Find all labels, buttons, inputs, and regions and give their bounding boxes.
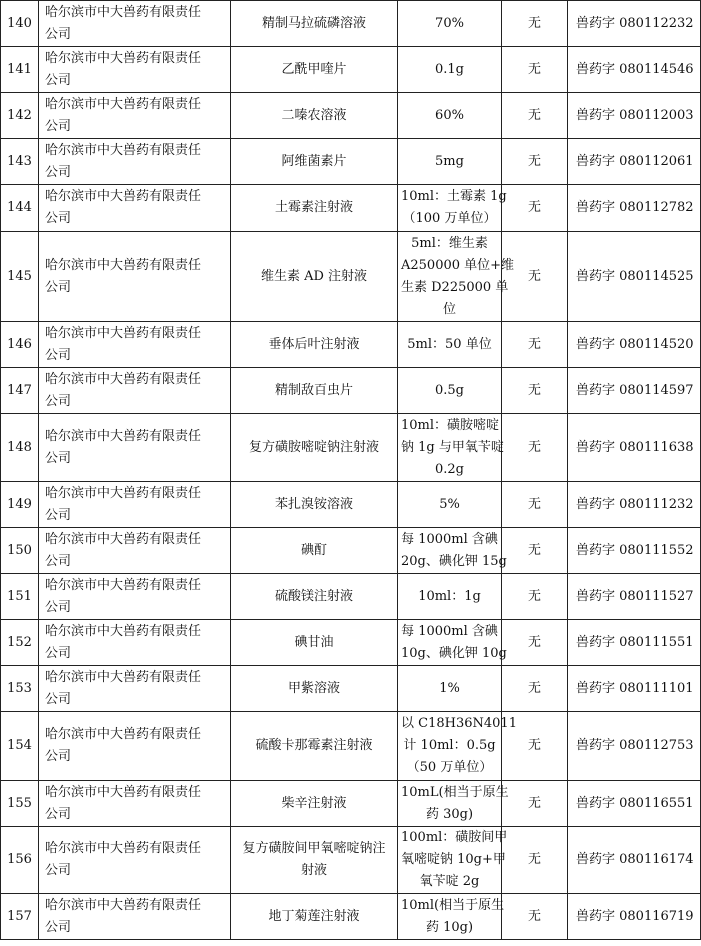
- approval-number: 兽药字 080116174: [568, 827, 701, 894]
- company-name-line: 公司: [45, 118, 72, 134]
- approval-number: 兽药字 080111527: [568, 574, 701, 620]
- drug-spec-line: 氧苄啶 2g: [419, 874, 480, 889]
- drug-name: [231, 414, 398, 482]
- company-name: [39, 1, 231, 47]
- drug-spec-line: 1%: [439, 680, 460, 696]
- drug-name-line: 复方磺胺间甲氧嘧啶钠注: [242, 841, 386, 856]
- table-row: [1, 712, 701, 781]
- drug-name: [231, 781, 398, 827]
- table-row: [1, 894, 701, 940]
- drug-spec-line: 药 10g): [425, 919, 474, 935]
- row-number: 155: [1, 781, 39, 827]
- drug-spec-line: 每 1000ml 含碘: [401, 623, 498, 639]
- company-name-line: 哈尔滨市中大兽药有限责任: [45, 325, 202, 341]
- company-name: [39, 368, 231, 414]
- drug-spec-line: 60%: [435, 107, 464, 123]
- drug-spec: [398, 414, 502, 482]
- drug-name: [231, 482, 398, 528]
- drug-spec-line: 钠 1g 与甲氧苄啶: [401, 439, 504, 455]
- approval-number: 兽药字 080112232: [568, 1, 701, 47]
- drug-spec-line: 0.2g: [435, 461, 464, 477]
- approval-number: 兽药字 080111232: [568, 482, 701, 528]
- table-row: [1, 666, 701, 712]
- drug-name-line: 精制马拉硫磷溶液: [261, 15, 366, 31]
- company-name-line: 哈尔滨市中大兽药有限责任: [45, 577, 202, 593]
- other-value: 无: [502, 322, 568, 368]
- company-name-line: 哈尔滨市中大兽药有限责任: [45, 257, 202, 273]
- approval-number: 兽药字 080114546: [568, 47, 701, 93]
- drug-spec-line: 100ml：磺胺间甲: [401, 830, 508, 845]
- drug-spec: [398, 1, 502, 47]
- drug-spec-line: 氧嘧啶钠 10g+甲: [401, 852, 506, 867]
- drug-spec-line: 以 C18H36N4011: [401, 716, 517, 731]
- company-name-line: 哈尔滨市中大兽药有限责任: [45, 669, 202, 685]
- drug-spec-line: 生素 D225000 单: [401, 279, 509, 295]
- company-name-line: 哈尔滨市中大兽药有限责任: [45, 142, 202, 158]
- drug-spec-line: （100 万单位）: [402, 211, 497, 226]
- row-number: 150: [1, 528, 39, 574]
- table-row: [1, 47, 701, 93]
- company-name: [39, 574, 231, 620]
- approval-number: 兽药字 080112782: [568, 185, 701, 232]
- table-row: [1, 827, 701, 894]
- row-number: 141: [1, 47, 39, 93]
- approval-number: 兽药字 080114520: [568, 322, 701, 368]
- row-number: 148: [1, 414, 39, 482]
- drug-name: [231, 712, 398, 781]
- row-number: 157: [1, 894, 39, 940]
- company-name-line: 哈尔滨市中大兽药有限责任: [45, 897, 202, 913]
- drug-spec: [398, 712, 517, 781]
- row-number: 156: [1, 827, 39, 894]
- company-name-line: 公司: [45, 72, 72, 88]
- drug-spec-line: 5ml：维生素: [411, 235, 488, 251]
- drug-spec: [398, 894, 505, 940]
- approval-number: 兽药字 080114597: [568, 368, 701, 414]
- approval-number: 兽药字 080112061: [568, 139, 701, 185]
- company-name-line: 哈尔滨市中大兽药有限责任: [45, 50, 202, 66]
- approval-number: 兽药字 080112753: [568, 712, 701, 781]
- drug-name-line: 土霉素注射液: [274, 200, 353, 215]
- row-number: 151: [1, 574, 39, 620]
- company-name: [39, 827, 231, 894]
- company-name-line: 公司: [45, 863, 72, 878]
- drug-name-line: 地丁菊莲注射液: [268, 908, 360, 924]
- drug-spec: [398, 827, 508, 894]
- other-value: 无: [502, 574, 568, 620]
- drug-spec: [398, 93, 502, 139]
- drug-name-line: 二嗪农溶液: [281, 107, 347, 123]
- drug-name-line: 甲紫溶液: [287, 680, 340, 696]
- company-name-line: 公司: [45, 393, 72, 409]
- company-name-line: 哈尔滨市中大兽药有限责任: [45, 428, 202, 444]
- drug-name-line: 苯扎溴铵溶液: [274, 496, 353, 512]
- other-value: 无: [502, 47, 568, 93]
- drug-spec: [398, 528, 507, 574]
- company-name-line: 哈尔滨市中大兽药有限责任: [45, 485, 202, 501]
- drug-spec-line: 计 10ml：0.5g: [403, 738, 496, 753]
- row-number: 149: [1, 482, 39, 528]
- company-name: [39, 620, 231, 666]
- other-value: 无: [502, 827, 568, 894]
- row-number: 142: [1, 93, 39, 139]
- table-row: [1, 139, 701, 185]
- drug-name: [231, 1, 398, 47]
- company-name-line: 公司: [45, 347, 72, 363]
- drug-name-line: 阿维菌素片: [281, 153, 347, 169]
- drug-name: [231, 894, 398, 940]
- company-name-line: 公司: [45, 553, 72, 569]
- approval-number: 兽药字 080112003: [568, 93, 701, 139]
- drug-spec-line: 5%: [439, 496, 460, 512]
- approval-number: 兽药字 080111101: [568, 666, 701, 712]
- drug-name: [231, 827, 398, 894]
- drug-name-line: 复方磺胺嘧啶钠注射液: [248, 439, 379, 455]
- other-value: 无: [502, 1, 568, 47]
- drug-spec: [398, 47, 502, 93]
- company-name: [39, 322, 231, 368]
- drug-name: [231, 528, 398, 574]
- drug-spec-line: 5ml：50 单位: [407, 336, 492, 352]
- row-number: 146: [1, 322, 39, 368]
- drug-name-line: 乙酰甲喹片: [281, 61, 347, 77]
- company-name-line: 哈尔滨市中大兽药有限责任: [45, 841, 202, 856]
- drug-spec-line: 70%: [435, 15, 464, 31]
- drug-name: [231, 666, 398, 712]
- drug-spec: [398, 620, 507, 666]
- drug-spec-line: 10ml：土霉素 1g: [401, 189, 507, 204]
- company-name-line: 公司: [45, 806, 72, 822]
- table-row: [1, 620, 701, 666]
- other-value: 无: [502, 781, 568, 827]
- company-name-line: 哈尔滨市中大兽药有限责任: [45, 727, 202, 742]
- drug-name: [231, 368, 398, 414]
- drug-name-line: 垂体后叶注射液: [268, 336, 360, 352]
- company-name: [39, 712, 231, 781]
- table-row: [1, 574, 701, 620]
- company-name: [39, 894, 231, 940]
- drug-name: [231, 232, 398, 322]
- table-row: [1, 322, 701, 368]
- company-name-line: 哈尔滨市中大兽药有限责任: [45, 784, 202, 800]
- drug-spec-line: 10ml(相当于原生: [401, 897, 505, 913]
- row-number: 147: [1, 368, 39, 414]
- company-name-line: 公司: [45, 507, 72, 523]
- company-name-line: 哈尔滨市中大兽药有限责任: [45, 4, 202, 20]
- drug-spec: [398, 232, 515, 322]
- company-name: [39, 185, 231, 232]
- drug-spec: [398, 368, 502, 414]
- drug-spec-line: 10ml：1g: [418, 588, 481, 604]
- drug-spec: [398, 322, 502, 368]
- other-value: 无: [502, 620, 568, 666]
- row-number: 152: [1, 620, 39, 666]
- approval-number: 兽药字 080111638: [568, 414, 701, 482]
- drug-name-line: 碘甘油: [294, 634, 334, 650]
- table-row: [1, 232, 701, 322]
- company-name-line: 公司: [45, 599, 72, 615]
- other-value: 无: [502, 368, 568, 414]
- drug-name: [231, 620, 398, 666]
- company-name-line: 公司: [45, 211, 72, 226]
- company-name: [39, 482, 231, 528]
- drug-spec-line: 10mL(相当于原生: [401, 784, 509, 800]
- company-name-line: 公司: [45, 749, 72, 764]
- company-name: [39, 528, 231, 574]
- row-number: 144: [1, 185, 39, 232]
- company-name: [39, 139, 231, 185]
- drug-spec-line: 位: [442, 301, 456, 317]
- drug-spec-line: 20g、碘化钾 15g: [401, 553, 507, 569]
- company-name: [39, 232, 231, 322]
- drug-name: [231, 47, 398, 93]
- company-name-line: 公司: [45, 691, 72, 707]
- approval-number: 兽药字 080111551: [568, 620, 701, 666]
- company-name-line: 公司: [45, 164, 72, 180]
- other-value: 无: [502, 185, 568, 232]
- other-value: 无: [502, 482, 568, 528]
- drug-name: [231, 185, 398, 232]
- approval-number: 兽药字 080114525: [568, 232, 701, 322]
- row-number: 140: [1, 1, 39, 47]
- company-name-line: 哈尔滨市中大兽药有限责任: [45, 531, 202, 547]
- drug-name-line: 碘酊: [300, 542, 327, 558]
- drug-name-line: 硫酸卡那霉素注射液: [255, 738, 373, 753]
- row-number: 143: [1, 139, 39, 185]
- company-name: [39, 781, 231, 827]
- company-name-line: 哈尔滨市中大兽药有限责任: [45, 623, 202, 639]
- drug-spec-line: 10ml：磺胺嘧啶: [401, 417, 500, 433]
- drug-spec-line: 10g、碘化钾 10g: [401, 645, 507, 661]
- table-row: [1, 528, 701, 574]
- other-value: 无: [502, 528, 568, 574]
- table-row: [1, 781, 701, 827]
- table-row: [1, 414, 701, 482]
- company-name-line: 哈尔滨市中大兽药有限责任: [45, 371, 202, 387]
- other-value: 无: [502, 894, 568, 940]
- drug-spec-line: 5mg: [435, 153, 464, 169]
- drug-name-line: 柴辛注射液: [281, 795, 347, 811]
- other-value: 无: [502, 712, 568, 781]
- drug-name-line: 射液: [300, 863, 327, 878]
- company-name-line: 公司: [45, 919, 72, 935]
- table-row: [1, 93, 701, 139]
- other-value: 无: [502, 232, 568, 322]
- drug-name: [231, 322, 398, 368]
- row-number: 153: [1, 666, 39, 712]
- approval-number: 兽药字 080116719: [568, 894, 701, 940]
- table-body: [1, 1, 701, 940]
- table-row: [1, 185, 701, 232]
- drug-spec-line: 药 30g): [425, 806, 474, 822]
- drug-spec-line: A250000 单位+维: [401, 257, 515, 273]
- other-value: 无: [502, 666, 568, 712]
- drug-name-line: 维生素 AD 注射液: [260, 268, 368, 284]
- drug-name: [231, 574, 398, 620]
- company-name-line: 公司: [45, 26, 72, 42]
- other-value: 无: [502, 414, 568, 482]
- drug-spec-line: 每 1000ml 含碘: [401, 531, 498, 547]
- table-row: [1, 1, 701, 47]
- drug-name: [231, 93, 398, 139]
- row-number: 145: [1, 232, 39, 322]
- approval-number: 兽药字 080116551: [568, 781, 701, 827]
- drug-spec: [398, 185, 507, 232]
- drug-spec-line: 0.5g: [435, 382, 464, 398]
- company-name-line: 公司: [45, 645, 72, 661]
- company-name-line: 哈尔滨市中大兽药有限责任: [45, 189, 202, 204]
- drug-spec: [398, 139, 502, 185]
- other-value: 无: [502, 139, 568, 185]
- company-name: [39, 666, 231, 712]
- other-value: 无: [502, 93, 568, 139]
- drug-spec: [398, 574, 502, 620]
- drug-name-line: 精制敌百虫片: [274, 382, 353, 398]
- company-name-line: 公司: [45, 279, 72, 295]
- table-row: [1, 368, 701, 414]
- drug-name-line: 硫酸镁注射液: [274, 588, 353, 604]
- drug-spec-line: （50 万单位）: [406, 760, 493, 775]
- drug-spec-line: 0.1g: [435, 61, 464, 77]
- drug-spec: [398, 666, 502, 712]
- drug-spec: [398, 482, 502, 528]
- row-number: 154: [1, 712, 39, 781]
- company-name: [39, 93, 231, 139]
- drug-name: [231, 139, 398, 185]
- company-name: [39, 47, 231, 93]
- company-name: [39, 414, 231, 482]
- approval-number: 兽药字 080111552: [568, 528, 701, 574]
- drug-spec: [398, 781, 509, 827]
- table-row: [1, 482, 701, 528]
- company-name-line: 哈尔滨市中大兽药有限责任: [45, 96, 202, 112]
- company-name-line: 公司: [45, 450, 72, 466]
